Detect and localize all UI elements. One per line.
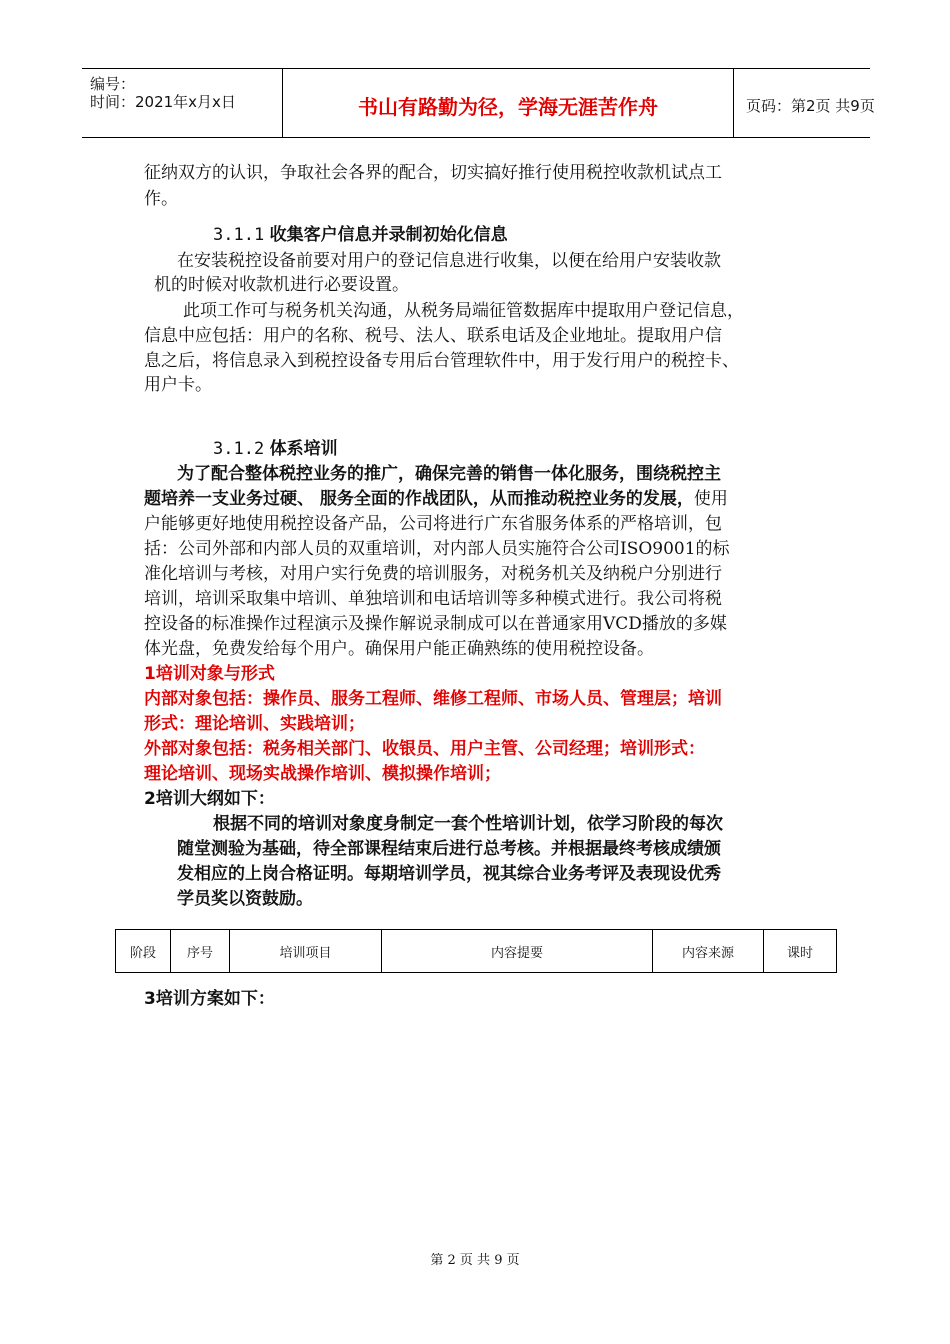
table-header-cell: 内容来源 [653,930,764,973]
training-table [115,929,837,973]
paragraph-line: 发相应的上岗合格证明。每期培训学员，视其综合业务考评及表现设优秀 [177,864,721,884]
red-line: 形式：理论培训、实践培训； [144,714,365,734]
page-header [82,68,875,138]
header-page-cell [732,69,875,137]
paragraph-line: 信息中应包括：用户的名称、税号、法人、联系电话及企业地址。提取用户信 [144,326,722,346]
number-label: 编号： [90,75,136,93]
section-number: 3.1.1 [213,225,265,245]
paragraph-line: 控设备的标准操作过程演示及操作解说录制成可以在普通家用VCD播放的多媒 [144,614,727,634]
table-header-cell: 阶段 [116,930,171,973]
outline-heading: 2培训大纲如下： [144,789,275,809]
paragraph-line: 学员奖以资鼓励。 [177,889,313,909]
motto: 书山有路勤为径，学海无涯苦作舟 [358,95,658,119]
table-header-cell: 序号 [171,930,230,973]
paragraph-line: 机的时候对收款机进行必要设置。 [154,275,409,295]
section-title: 体系培训 [269,439,338,459]
section-heading-312 [213,434,338,459]
section-heading-311 [213,220,508,245]
header-motto-cell [282,69,734,137]
header-page-info: 页码：第2页 共9页 [746,97,875,115]
paragraph-line: 随堂测验为基础，待全部课程结束后进行总考核。并根据最终考核成绩颁 [177,839,721,859]
table-header-cell: 内容提要 [382,930,653,973]
paragraph-line [144,486,728,512]
paragraph-line: 此项工作可与税务机关沟通，从税务局端征管数据库中提取用户登记信息， [183,301,744,321]
intro-line-2: 作。 [144,189,178,209]
date-label: 时间：2021年x月x日 [90,93,236,111]
paragraph-line: 为了配合整体税控业务的推广，确保完善的销售一体化服务，围绕税控主 [177,464,721,484]
bold-run: 题培养一支业务过硬、 服务全面的作战团队，从而推动税控业务的发展， [144,489,694,509]
normal-run: 使用 [693,489,728,509]
paragraph-line: 培训，培训采取集中培训、单独培训和电话培训等多种模式进行。我公司将税 [144,589,722,609]
page-footer: 第 2 页 共 9 页 [430,1253,520,1268]
table-header-cell: 培训项目 [230,930,382,973]
paragraph-line: 根据不同的培训对象度身制定一套个性培训计划，依学习阶段的每次 [213,814,723,834]
plan-heading: 3培训方案如下： [144,989,275,1009]
paragraph-line: 在安装税控设备前要对用户的登记信息进行收集，以便在给用户安装收款 [177,251,721,271]
paragraph-line: 体光盘，免费发给每个用户。确保用户能正确熟练的使用税控设备。 [144,639,654,659]
intro-line-1: 征纳双方的认识，争取社会各界的配合，切实搞好推行使用税控收款机试点工 [144,163,722,183]
section-title: 收集客户信息并录制初始化信息 [269,225,508,245]
paragraph-line: 括：公司外部和内部人员的双重培训，对内部人员实施符合公司ISO9001的标 [144,539,730,559]
header-left-cell [82,69,282,137]
paragraph-line: 息之后，将信息录入到税控设备专用后台管理软件中，用于发行用户的税控卡、 [144,351,739,371]
paragraph-line: 准化培训与考核，对用户实行免费的培训服务，对税务机关及纳税户分别进行 [144,564,722,584]
section-number: 3.1.2 [213,439,265,459]
red-line: 内部对象包括：操作员、服务工程师、维修工程师、市场人员、管理层；培训 [144,689,722,709]
red-line: 理论培训、现场实战操作培训、模拟操作培训； [144,764,501,784]
paragraph-line: 用户卡。 [144,375,212,395]
red-heading: 1培训对象与形式 [144,664,275,684]
paragraph-line: 户能够更好地使用税控设备产品，公司将进行广东省服务体系的严格培训，包 [144,514,722,534]
red-line: 外部对象包括：税务相关部门、收银员、用户主管、公司经理；培训形式： [144,739,705,759]
table-header-cell: 课时 [764,930,837,973]
table-header-row [116,930,837,973]
